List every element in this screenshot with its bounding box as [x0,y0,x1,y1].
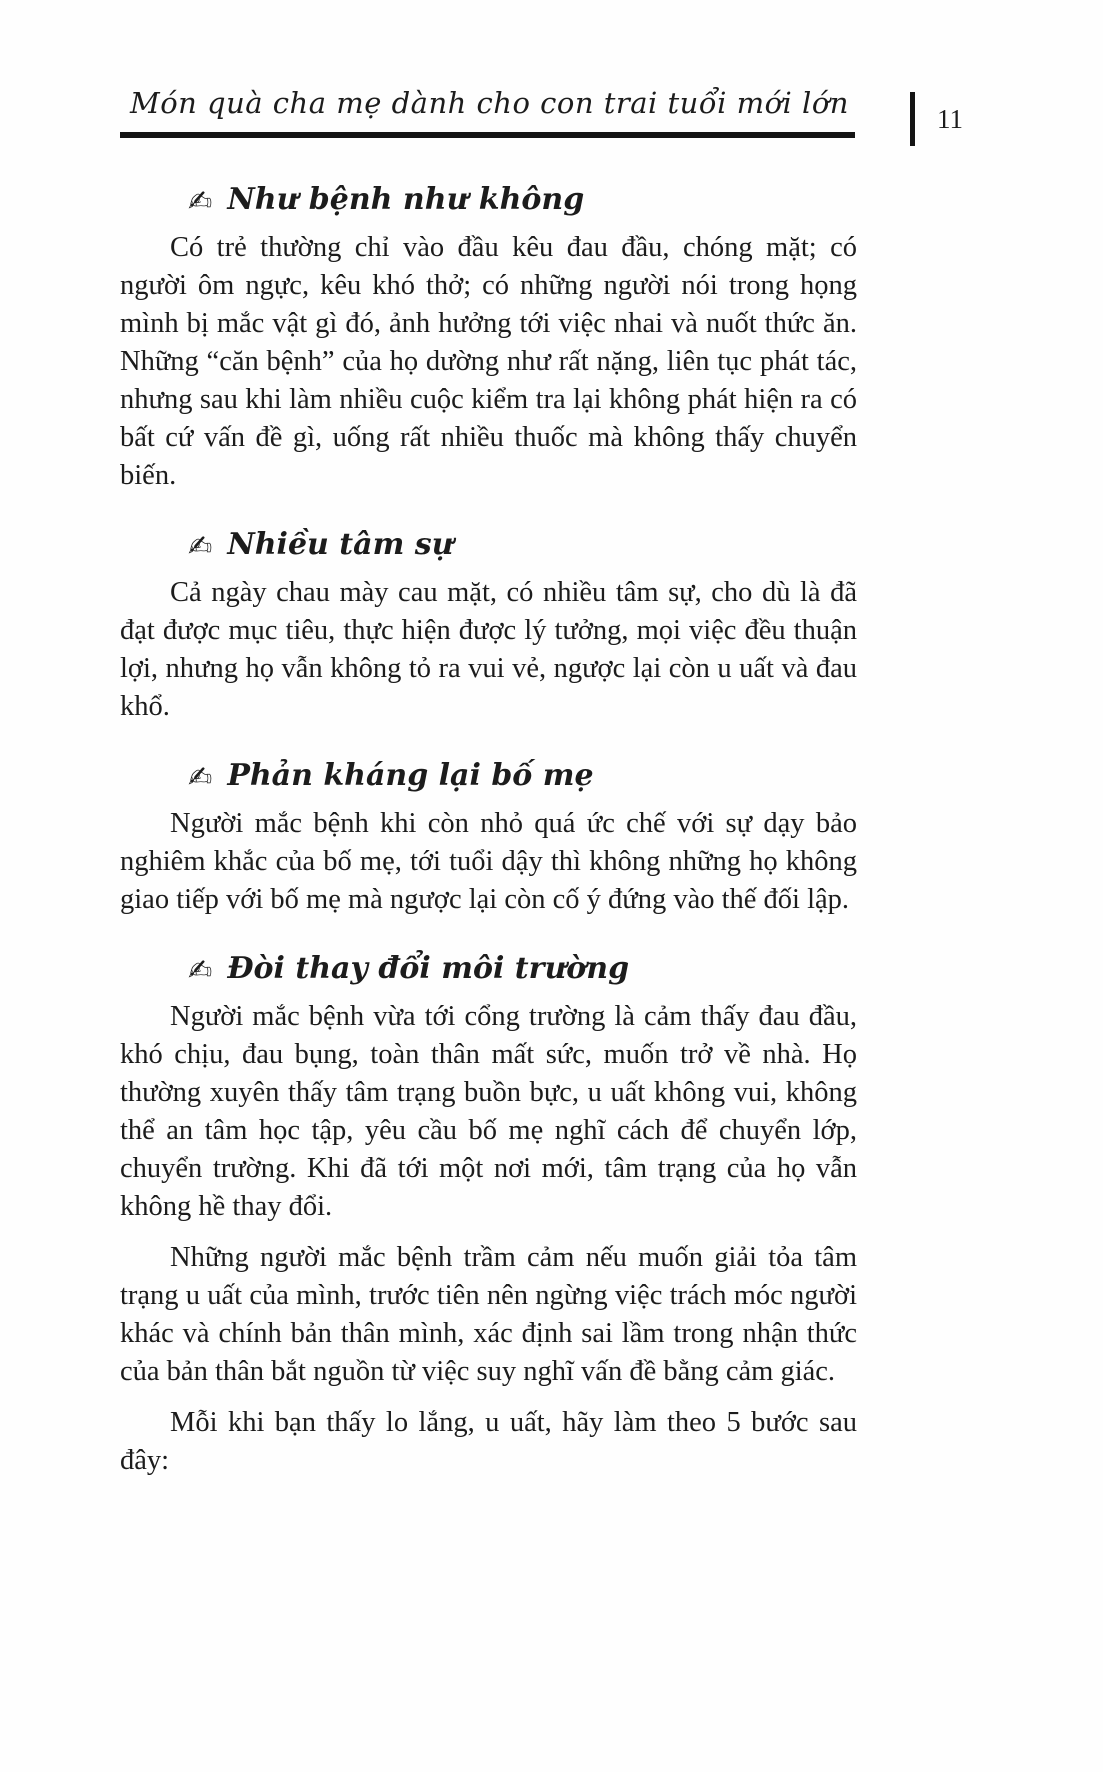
section-heading-text: Nhiều tâm sự [227,527,454,562]
writing-hand-icon: ✍ [188,953,213,987]
section-paragraph: Cả ngày chau mày cau mặt, có nhiều tâm sự, cho dù là đã đạt được mục tiêu, thực hiện được lý tưởng, mọi việc đều thuận lợi, nhưng họ vẫn không tỏ ra vui vẻ, ngược lại còn u uất và đau khổ. [120,577,857,722]
section-heading [188,758,857,794]
text-column [120,182,857,1480]
book-title: Món quà cha mẹ dành cho con trai tuổi mới lớn [120,84,855,138]
section-heading [188,951,857,987]
section-heading-text: Phản kháng lại bố mẹ [227,758,594,793]
section-paragraph: Người mắc bệnh khi còn nhỏ quá ức chế với sự dạy bảo nghiêm khắc của bố mẹ, tới tuổi dậy thì không những họ không giao tiếp với bố mẹ mà ngược lại còn cố ý đứng vào thế đối lập. [120,808,857,915]
writing-hand-icon: ✍ [188,760,213,794]
writing-hand-icon: ✍ [188,184,213,218]
page-number-divider [910,92,915,146]
page-number-block [910,92,963,146]
closing-paragraph: Mỗi khi bạn thấy lo lắng, u uất, hãy làm theo 5 bước sau đây: [120,1407,857,1476]
section-heading-text: Đòi thay đổi môi trường [227,951,630,986]
closing-paragraph: Những người mắc bệnh trầm cảm nếu muốn giải tỏa tâm trạng u uất của mình, trước tiên nên ngừng việc trách móc người khác và chính bản thân mình, xác định sai lầm trong nhận thức của bản thân bắt nguồn từ việc suy nghĩ vấn đề bằng cảm giác. [120,1242,857,1387]
section-heading-text: Như bệnh như không [227,182,585,217]
page-number: 11 [937,104,963,134]
closing-paragraphs [120,1239,857,1480]
section-heading [188,527,857,563]
section-paragraph: Người mắc bệnh vừa tới cổng trường là cảm thấy đau đầu, khó chịu, đau bụng, toàn thân mất sức, muốn trở về nhà. Họ thường xuyên thấy tâm trạng buồn bực, u uất không vui, không thể an tâm học tập, yêu cầu bố mẹ nghĩ cách để chuyển lớp, chuyển trường. Khi đã tới một nơi mới, tâm trạng của họ vẫn không hề thay đổi. [120,1001,857,1222]
running-header [120,84,963,146]
section-paragraph: Có trẻ thường chỉ vào đầu kêu đau đầu, chóng mặt; có người ôm ngực, kêu khó thở; có những người nói trong họng mình bị mắc vật gì đó, ảnh hưởng tới việc nhai và nuốt thức ăn. Những “căn bệnh” của họ dường như rất nặng, liên tục phát tác, nhưng sau khi làm nhiều cuộc kiểm tra lại không phát hiện ra có bất cứ vấn đề gì, uống rất nhiều thuốc mà không thấy chuyển biến. [120,232,857,491]
writing-hand-icon: ✍ [188,529,213,563]
section-heading [188,182,857,218]
